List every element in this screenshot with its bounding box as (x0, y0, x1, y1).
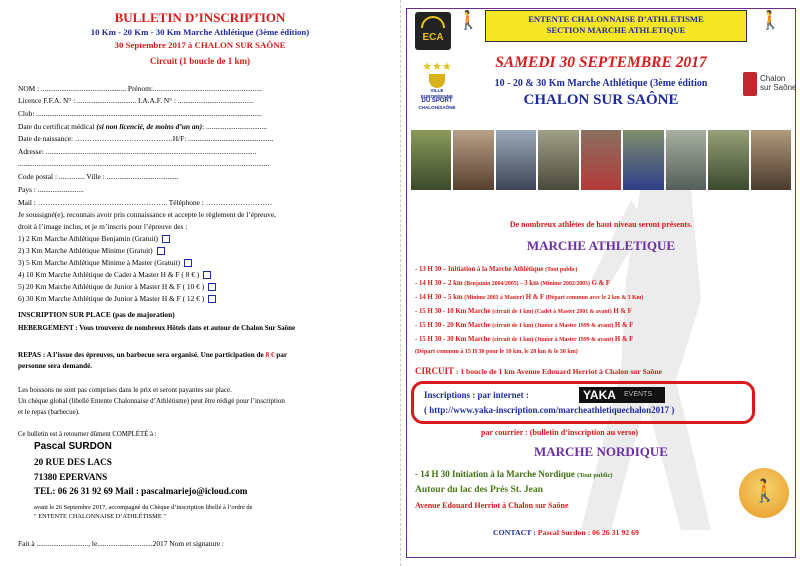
online-registration-box[interactable] (411, 381, 755, 424)
online-registration-label: Inscriptions : par internet : (424, 390, 529, 400)
signature-line[interactable]: Fait à ............................, le..............................2017 Nom et signature : (18, 539, 225, 548)
field-medical-certificate[interactable]: Date du certificat médical (si non licencié, de moins d’un an): ................................. (18, 122, 268, 131)
recipient-name: Pascal SURDON (34, 441, 112, 452)
meals-note: REPAS : A l’issue des épreuves, un barbecue sera organisé. Une participation de 8 € par (18, 351, 288, 359)
nordic-walker-icon: 🚶 (751, 478, 779, 503)
walker-icon: 🚶 (759, 10, 782, 30)
event-option-6[interactable]: 6) 30 Km Marche Athlétique de Junior à Master H & F ( 12 € ) (18, 293, 216, 304)
field-mail-phone[interactable]: Mail : …………………………………………….. Téléphone : ……………………… (18, 198, 273, 207)
athlete-photo (666, 130, 706, 190)
field-address[interactable]: Adresse: .................................................................................................................. (18, 147, 257, 156)
yaka-events-logo: YAKA EVENTS (579, 387, 665, 403)
recipient-city: 71380 EPERVANS (34, 472, 108, 482)
postal-registration-note: par courrier : (bulletin d’inscription au verso) (481, 428, 639, 437)
recipient-street: 20 RUE DES LACS (34, 457, 112, 467)
athlete-photo (708, 130, 748, 190)
field-name[interactable]: NOM : .............................................. Prénom:........................................................... (18, 84, 262, 93)
section-nordic-walking: MARCHE NORDIQUE (534, 444, 668, 459)
form-subtitle-date: 30 Septembre 2017 à CHALON SUR SAÔNE (114, 40, 286, 50)
athletes-photo-strip (411, 130, 791, 190)
athlete-photo (496, 130, 536, 190)
checkbox-icon[interactable] (184, 259, 192, 267)
athlete-photo (538, 130, 578, 190)
checkbox-icon[interactable] (208, 283, 216, 291)
form-subtitle-distances: 10 Km - 20 Km - 30 Km Marche Athlétique (3ème édition) (90, 27, 310, 37)
checkbox-icon[interactable] (208, 295, 216, 303)
section-race-walking: MARCHE ATHLETIQUE (526, 238, 676, 253)
meals-note-line2: personne sera demandé. (18, 362, 93, 370)
schedule-item: - 14 H 30 – 5 km (Minime 2003 à Master) H & F (Départ commun avec le 2 km & 3 Km) (415, 294, 644, 301)
recipient-contact: TEL: 06 26 31 92 69 Mail : pascalmariejo@icloud.com (34, 486, 248, 496)
european-city-of-sport-logo: ★★★ VILLE EUROPÉENNE DU SPORT CHALON/SAÔNE (418, 61, 456, 110)
schedule-item: - 15 H 30 - 30 Km Marche (circuit de 1 km) (Junior à Master 1999 & avant) H & F (415, 336, 634, 343)
athletes-note: De nombreux athlètes de haut niveau seront présents. (509, 220, 693, 229)
return-instruction: Ce bulletin est à retourner dûment COMPLÉTÉ à : (18, 431, 157, 438)
schedule-item: - 13 H 30 – Initiation à la Marche Athlétique (Tout public) (415, 266, 578, 273)
athlete-photo (411, 130, 451, 190)
contact-line: CONTACT : Pascal Surdon : 06 26 31 92 69 (493, 528, 639, 537)
field-birthdate[interactable]: Date de naissance: ………………………………….H/F: .............................................. (18, 134, 274, 143)
event-option-5[interactable]: 5) 20 Km Marche Athlétique de Junior à Master H & F ( 10 € ) (18, 281, 216, 292)
athlete-photo (751, 130, 791, 190)
field-postal-city[interactable]: Code postal : .............. Ville : ....................................... (18, 172, 179, 181)
event-city: CHALON SUR SAÔNE (523, 92, 679, 108)
onsite-registration-note: INSCRIPTION SUR PLACE (pas de majoration) (18, 310, 175, 319)
schedule-item: - 15 H 30 - 10 Km Marche (circuit de 1 km) (Cadet à Master 2001 & avant) H & F (415, 308, 632, 315)
event-option-4[interactable]: 4) 10 Km Marche Athlétique de Cadet à Master H & F ( 8 € ) (18, 269, 211, 280)
schedule-item: - 15 H 30 - 20 Km Marche (circuit de 1 km) (Junior à Master 1999 & avant) H & F (415, 322, 634, 329)
schedule-item: - 14 H 30 – 2 km (Benjamin 2004/2005) - 3 km (Minime 2002/2003) G & F (415, 280, 611, 287)
event-option-1[interactable]: 1) 2 Km Marche Athlétique Benjamin (Gratuit) (18, 233, 170, 244)
event-distances: 10 - 20 & 30 Km Marche Athlétique (3ème édition (494, 78, 708, 89)
field-address-line2[interactable]: ........................................................................................................................................ (18, 159, 270, 168)
nordic-walking-badge (739, 468, 789, 518)
athlete-photo (453, 130, 493, 190)
event-option-3[interactable]: 3) 5 Km Marche Athlétique Minime à Master (Gratuit) (18, 257, 192, 268)
field-license[interactable]: Licence F.F.A. N° : ................................ I.A.A.F. N° : ......................................... (18, 96, 254, 105)
walker-icon: 🚶 (457, 10, 480, 30)
declaration-line2: droit à l’image inclus, et je m’inscris pour l’épreuve des : (18, 222, 188, 231)
declaration-line1: Je soussigné(e), reconnais avoir pris connaissance et accepte le règlement de l’épreuve, (18, 210, 276, 219)
nordic-schedule: - 14 H 30 Initiation à la Marche Nordique (Tout public) (415, 469, 613, 479)
checkbox-icon[interactable] (162, 235, 170, 243)
chalon-city-logo: Chalon sur Saône (743, 72, 795, 98)
form-title: BULLETIN D’INSCRIPTION (114, 10, 286, 25)
deadline-note: avant le 26 Septembre 2017, accompagné du Chèque d’inscription libellé à l’ordre de (34, 504, 253, 511)
cheque-payee: " ENTENTE CHALONNAISE D’ATHLÉTISME " (34, 513, 166, 520)
eca-logo: ECA (415, 12, 451, 50)
checkbox-icon[interactable] (203, 271, 211, 279)
field-country[interactable]: Pays : ......................... (18, 185, 84, 194)
organizer-banner: ENTENTE CHALONNAISE D’ATHLETISME SECTION MARCHE ATHLETIQUE (485, 10, 747, 42)
nordic-location: Autour du lac des Prés St. Jean (415, 484, 544, 495)
nordic-avenue: Avenue Edouard Herriot à Chalon sur Saône (415, 501, 569, 510)
circuit-info: CIRCUIT : 1 boucle de 1 km Avenue Edouard Herriot à Chalon sur Saône (415, 366, 662, 376)
form-subtitle-circuit: Circuit (1 boucle de 1 km) (149, 56, 251, 66)
event-option-2[interactable]: 2) 3 Km Marche Athlétique Minime (Gratuit) (18, 245, 165, 256)
online-registration-link[interactable]: ( http://www.yaka-inscription.com/marcheathletiquechalon2017 ) (424, 405, 675, 415)
checkbox-icon[interactable] (157, 247, 165, 255)
event-poster-page (400, 0, 800, 566)
lodging-note: HEBERGEMENT : Vous trouverez de nombreux Hôtels dans et autour de Chalon Sur Saône (18, 324, 296, 332)
athlete-photo (581, 130, 621, 190)
common-start-note: (Départ commun à 15 H 30 pour le 10 km, le 20 km & le 30 km) (415, 349, 578, 355)
drinks-note: Les boissons ne sont pas comprises dans le prix et seront payantes sur place. (18, 386, 232, 394)
cheque-note-line2: et le repas (barbecue). (18, 408, 80, 416)
athlete-photo (623, 130, 663, 190)
field-club[interactable]: Club: .......................................................................................................................... (18, 109, 262, 118)
event-date: SAMEDI 30 SEPTEMBRE 2017 (495, 54, 707, 71)
cheque-note: Un chèque global (libellé Entente Chalonnaise d’Athlétisme) peut être rédigé pour l’inscription (18, 397, 285, 405)
